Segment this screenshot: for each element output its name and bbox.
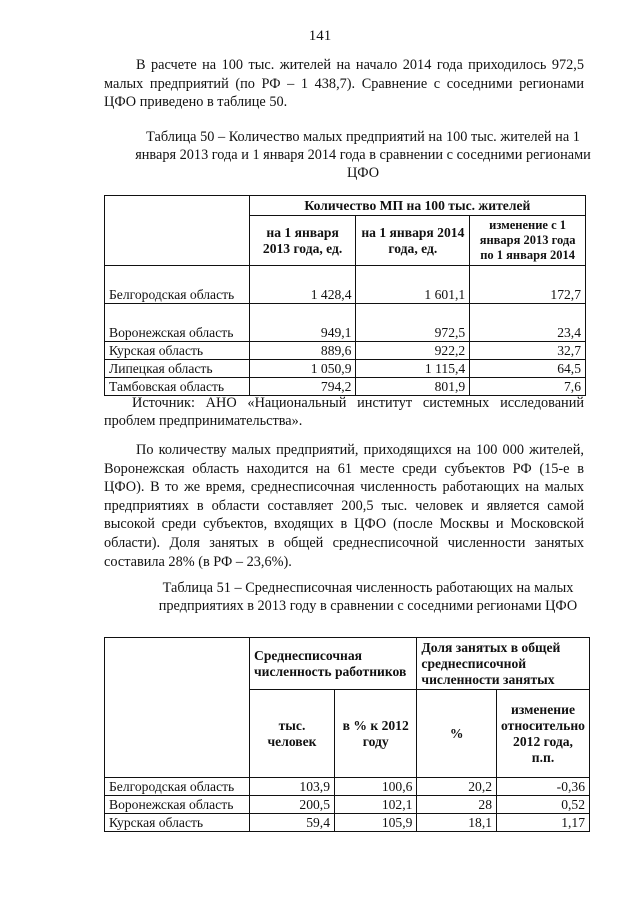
table50-cell: 32,7 xyxy=(470,342,586,360)
table50-cell: 794,2 xyxy=(249,378,356,396)
table51-group1: Среднесписочная численность работников xyxy=(250,638,417,690)
paragraph-2: По количеству малых предприятий, приходящихся на 100 000 жителей, Воронежская область находится на 61 месте среди субъектов РФ (15-е в ЦФО). В то же время, среднесписочная численность работающих на малых предприятиях в области составляет 200,5 тыс. человек и является самой высокой среди субъектов, входящих в ЦФО (после Москвы и Московской области). Доля занятых в общей среднесписочной численности занятых составила 28% (в РФ – 23,6%). xyxy=(104,442,584,570)
table51-col-change: изменение относительно 2012 года, п.п. xyxy=(497,690,590,778)
table-row xyxy=(105,378,586,396)
table50-cell: 172,7 xyxy=(470,266,586,304)
table51-region: Курская область xyxy=(105,814,250,832)
table51-col-share: % xyxy=(417,690,497,778)
table50-region: Белгородская область xyxy=(105,266,250,304)
table50-caption: Таблица 50 – Количество малых предприятий на 100 тыс. жителей на 1 января 2013 года и 1 января 2014 года в сравнении с соседними регионами ЦФО xyxy=(135,129,591,181)
table51-cell: 100,6 xyxy=(335,778,417,796)
table50-cell: 1 428,4 xyxy=(249,266,356,304)
table50-col-2014: на 1 января 2014 года, ед. xyxy=(356,216,470,266)
table-row xyxy=(105,342,586,360)
table51-cell: 59,4 xyxy=(250,814,335,832)
table50-cell: 889,6 xyxy=(249,342,356,360)
table51-cell: 200,5 xyxy=(250,796,335,814)
table51-region: Воронежская область xyxy=(105,796,250,814)
table51-cell: 20,2 xyxy=(417,778,497,796)
table50-cell: 23,4 xyxy=(470,304,586,342)
table50-region: Воронежская область xyxy=(105,304,250,342)
table51-group2: Доля занятых в общей среднесписочной численности занятых xyxy=(417,638,590,690)
table-row xyxy=(105,304,586,342)
page-number: 141 xyxy=(308,28,332,44)
table51-cell: 1,17 xyxy=(497,814,590,832)
table50-group-header: Количество МП на 100 тыс. жителей xyxy=(249,196,585,216)
table50 xyxy=(104,195,586,396)
table50-col-2013: на 1 января 2013 года, ед. xyxy=(249,216,356,266)
table51-caption: Таблица 51 – Среднесписочная численность работающих на малых предприятиях в 2013 году в сравнении с соседними регионами ЦФО xyxy=(158,580,578,614)
table51-col-thous: тыс. человек xyxy=(250,690,335,778)
table50-region: Липецкая область xyxy=(105,360,250,378)
table50-cell: 7,6 xyxy=(470,378,586,396)
table-row xyxy=(105,796,590,814)
table51-region: Белгородская область xyxy=(105,778,250,796)
intro-paragraph: В расчете на 100 тыс. жителей на начало 2014 года приходилось 972,5 малых предприятий (по РФ – 1 438,7). Сравнение с соседними регионами ЦФО приведено в таблице 50. xyxy=(104,57,584,111)
table50-cell: 1 601,1 xyxy=(356,266,470,304)
table51-cell: 102,1 xyxy=(335,796,417,814)
table50-corner xyxy=(105,196,250,266)
table50-region: Тамбовская область xyxy=(105,378,250,396)
table50-region: Курская область xyxy=(105,342,250,360)
table51-cell: -0,36 xyxy=(497,778,590,796)
table51-cell: 0,52 xyxy=(497,796,590,814)
table51-cell: 28 xyxy=(417,796,497,814)
table51-col-pct2012: в % к 2012 году xyxy=(335,690,417,778)
table51 xyxy=(104,637,590,832)
table50-cell: 949,1 xyxy=(249,304,356,342)
table50-col-change: изменение с 1 января 2013 года по 1 января 2014 xyxy=(470,216,586,266)
table50-cell: 972,5 xyxy=(356,304,470,342)
table50-cell: 1 115,4 xyxy=(356,360,470,378)
table50-cell: 801,9 xyxy=(356,378,470,396)
table-row xyxy=(105,778,590,796)
table50-cell: 922,2 xyxy=(356,342,470,360)
table-row xyxy=(105,266,586,304)
table50-cell: 64,5 xyxy=(470,360,586,378)
table-row xyxy=(105,814,590,832)
table50-cell: 1 050,9 xyxy=(249,360,356,378)
table51-cell: 18,1 xyxy=(417,814,497,832)
table-row xyxy=(105,360,586,378)
table50-source: Источник: АНО «Национальный институт системных исследований проблем предпринимательства». xyxy=(104,395,584,429)
table51-corner xyxy=(105,638,250,778)
table51-cell: 105,9 xyxy=(335,814,417,832)
table51-cell: 103,9 xyxy=(250,778,335,796)
